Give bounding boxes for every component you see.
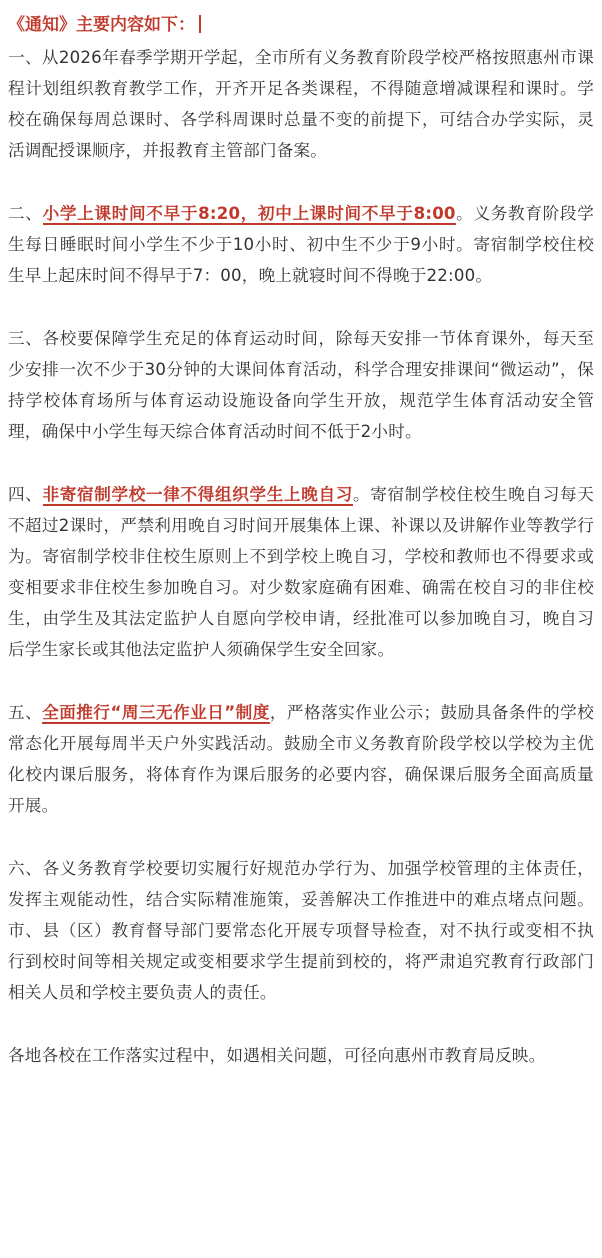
heading-text: 《通知》主要内容如下： — [8, 15, 195, 35]
paragraph-5-highlight: 全面推行“周三无作业日”制度 — [42, 703, 270, 722]
paragraph-5-rest: ，严格落实作业公示；鼓励具备条件的学校常态化开展每周半天户外实践活动。鼓励全市义务教育阶段学校以学校为主优化校内课后服务，将体育作为课后服务的必要内容，确保课后服务全面高质量开展。 — [8, 703, 594, 815]
paragraph-2 — [8, 198, 594, 291]
paragraph-4 — [8, 479, 594, 665]
paragraph-3: 三、各校要保障学生充足的体育运动时间，除每天安排一节体育课外，每天至少安排一次不少于30分钟的大课间体育活动，科学合理安排课间“微运动”，保持学校体育场所与体育运动设施设备向学生开放，规范学生体育活动安全管理，确保中小学生每天综合体育活动时间不低于2小时。 — [8, 329, 594, 441]
paragraph-4-highlight: 非寄宿制学校一律不得组织学生上晚自习 — [42, 485, 353, 504]
paragraph-1: 一、从2026年春季学期开学起，全市所有义务教育阶段学校严格按照惠州市课程计划组织教育教学工作，开齐开足各类课程，不得随意增减课程和课时。学校在确保每周总课时、各学科周课时总量不变的前提下，可结合办学实际，灵活调配授课顺序，并报教育主管部门备案。 — [8, 48, 594, 160]
paragraph-2-highlight: 小学上课时间不早于8:20，初中上课时间不早于8:00 — [42, 204, 456, 223]
paragraph-2-prefix: 二、 — [8, 204, 43, 223]
paragraph-6: 六、各义务教育学校要切实履行好规范办学行为、加强学校管理的主体责任，发挥主观能动性，结合实际精准施策，妥善解决工作推进中的难点堵点问题。市、县（区）教育督导部门要常态化开展专项督导检查，对不执行或变相不执行到校时间等相关规定或变相要求学生提前到校的，将严肃追究教育行政部门相关人员和学校主要负责人的责任。 — [8, 859, 594, 1002]
paragraph-7: 各地各校在工作落实过程中，如遇相关问题，可径向惠州市教育局反映。 — [8, 1046, 546, 1065]
heading-cursor-bar — [199, 15, 201, 33]
notice-heading — [8, 14, 594, 36]
paragraph-4-rest: 。寄宿制学校住校生晚自习每天不超过2课时，严禁利用晚自习时间开展集体上课、补课以及讲解作业等教学行为。寄宿制学校非住校生原则上不到学校上晚自习，学校和教师也不得要求或变相要求非住校生参加晚自习。对少数家庭确有困难、确需在校自习的非住校生，由学生及其法定监护人自愿向学校申请，经批准可以参加晚自习，晚自习后学生家长或其他法定监护人须确保学生安全回家。 — [8, 485, 594, 659]
paragraph-5 — [8, 697, 594, 821]
paragraph-4-prefix: 四、 — [8, 485, 43, 504]
paragraph-2-rest: 。义务教育阶段学生每日睡眠时间小学生不少于10小时、初中生不少于9小时。寄宿制学校住校生早上起床时间不得早于7：00，晚上就寝时间不得晚于22:00。 — [8, 204, 594, 285]
paragraph-5-prefix: 五、 — [8, 703, 43, 722]
